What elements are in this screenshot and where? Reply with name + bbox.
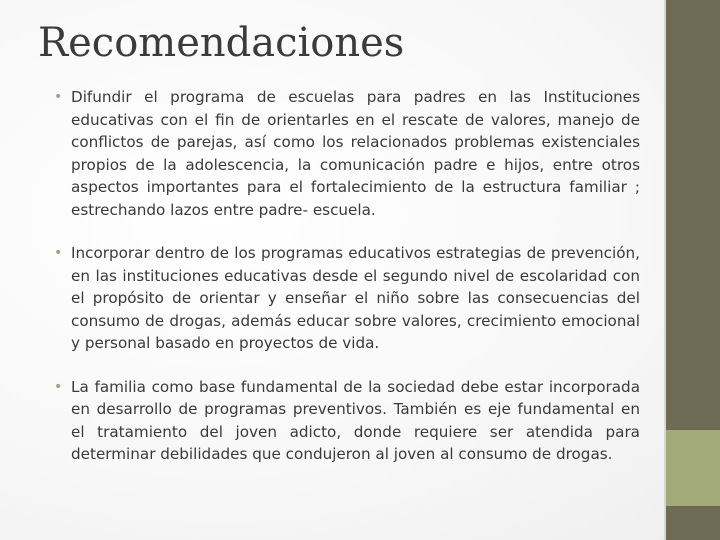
bullet-list bbox=[52, 86, 640, 466]
bullet-text: Difundir el programa de escuelas para padres en las Instituciones educativas con el fin de orientarles en el rescate de valores, manejo de conflictos de parejas, así como los relacionados problemas existenciales propios de la adolescencia, la comunicación padre e hijos, entre otros aspectos importantes para el fortalecimiento de la estructura familiar ; estrechando lazos entre padre- escuela. bbox=[71, 88, 640, 219]
bullet-text: La familia como base fundamental de la sociedad debe estar incorporada en desarrollo de programas preventivos. También es eje fundamental en el tratamiento del joven adicto, donde requiere ser atendida para determinar debilidades que condujeron al joven al consumo de drogas. bbox=[71, 377, 640, 463]
bullet-text: Incorporar dentro de los programas educativos estrategias de prevención, en las instituciones educativas desde el segundo nivel de escolaridad con el propósito de orientar y enseñar el niño sobre las consecuencias del consumo de drogas, además educar sobre valores, crecimiento emocional y personal basado en proyectos de vida. bbox=[71, 244, 640, 352]
bullet-item-difundir bbox=[52, 86, 640, 221]
bullet-item-familia bbox=[52, 376, 640, 466]
bullet-dot-icon: • bbox=[54, 378, 63, 395]
bullet-item-incorporar bbox=[52, 242, 640, 355]
bullet-dot-icon: • bbox=[54, 245, 63, 261]
sidebar-decoration-bottom bbox=[666, 506, 720, 540]
bullet-dot-icon: • bbox=[54, 89, 63, 105]
sidebar-decoration-top bbox=[666, 0, 720, 430]
slide-title: Recomendaciones bbox=[38, 20, 405, 66]
sidebar-decoration-accent bbox=[666, 430, 720, 506]
